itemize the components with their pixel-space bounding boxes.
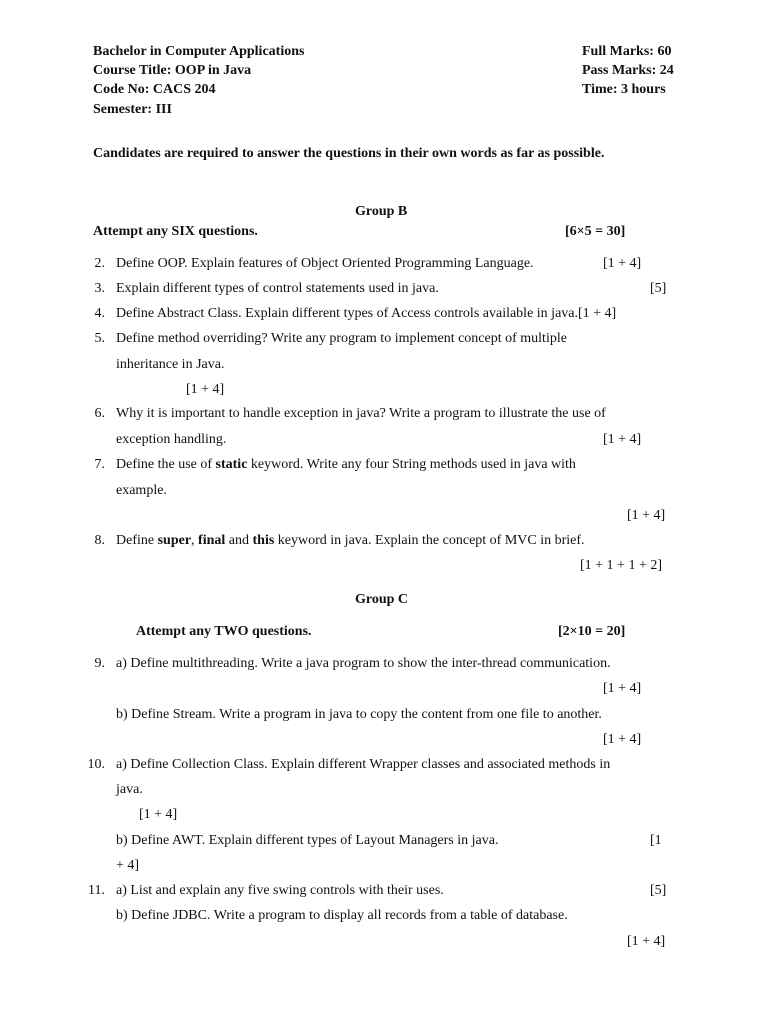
keyword-super: super (157, 533, 192, 548)
text-segment: , (191, 533, 199, 548)
group-c-title: Group C (355, 592, 409, 607)
question-part-b: b) Define AWT. Explain different types of Layout Managers in java. (116, 833, 499, 848)
question-number: 3. (94, 281, 105, 296)
instruction: Candidates are required to answer the questions in their own words as far as possible. (93, 146, 605, 161)
group-b-title: Group B (355, 204, 408, 219)
question-part-a: a) Define multithreading. Write a java program to show the inter-thread communication. (116, 656, 611, 671)
question-text-line-1 (116, 456, 576, 475)
question-text-line-2: example. (116, 483, 167, 498)
semester: Semester: III (93, 102, 172, 117)
course-title: Course Title: OOP in Java (93, 63, 252, 78)
question-part-a-line-1: a) Define Collection Class. Explain different Wrapper classes and associated methods in (116, 757, 611, 772)
question-marks: [1 + 4] (603, 681, 642, 696)
question-marks: [1 + 4] (603, 256, 642, 271)
question-number: 9. (94, 656, 105, 671)
keyword-final: final (198, 533, 226, 548)
question-marks: [1 + 1 + 1 + 2] (580, 558, 663, 573)
question-part-b: b) Define JDBC. Write a program to display all records from a table of database. (116, 908, 568, 923)
question-number: 4. (94, 306, 105, 321)
group-b-marks: [6×5 = 30] (565, 224, 626, 239)
program-name: Bachelor in Computer Applications (93, 44, 305, 59)
question-marks: [5] (650, 883, 667, 898)
text-segment: Define (116, 533, 158, 548)
question-marks: [1 + 4] (627, 508, 666, 523)
question-text-line-1: Define method overriding? Write any program to implement concept of multiple (116, 331, 567, 346)
question-text-line-2: inheritance in Java. (116, 357, 225, 372)
text-segment: keyword in java. Explain the concept of MVC in brief. (274, 533, 585, 548)
question-number: 5. (94, 331, 105, 346)
full-marks: Full Marks: 60 (582, 44, 672, 59)
question-text-line-1: Why it is important to handle exception in java? Write a program to illustrate the use of (116, 406, 606, 421)
question-number: 11. (88, 883, 105, 898)
question-number: 10. (87, 757, 105, 772)
question-number: 8. (94, 533, 105, 548)
text-segment: Define the use of (116, 457, 216, 472)
question-marks: [1 + 4] (603, 732, 642, 747)
time-allowed: Time: 3 hours (582, 82, 666, 97)
question-number: 7. (94, 457, 105, 472)
text-segment: and (225, 533, 253, 548)
question-text (116, 532, 585, 551)
question-text-line-2: exception handling. (116, 432, 227, 447)
question-text: Define OOP. Explain features of Object Oriented Programming Language. (116, 256, 534, 271)
question-marks: [5] (650, 281, 667, 296)
group-b-attempt: Attempt any SIX questions. (93, 224, 258, 239)
question-part-a-line-2: java. (116, 782, 143, 797)
question-marks: [1 + 4] (603, 432, 642, 447)
keyword-this: this (252, 533, 275, 548)
question-marks: [1 + 4] (186, 382, 225, 397)
pass-marks: Pass Marks: 24 (582, 63, 674, 78)
question-part-b: b) Define Stream. Write a program in java to copy the content from one file to another. (116, 707, 602, 722)
question-marks: [1 + 4] (627, 934, 666, 949)
question-text: Define Abstract Class. Explain different types of Access controls available in java.[1 + 4] (116, 306, 617, 321)
question-text: Explain different types of control statements used in java. (116, 281, 439, 296)
question-number: 6. (94, 406, 105, 421)
question-marks: [1 + 4] (139, 807, 178, 822)
keyword-static: static (215, 457, 248, 472)
question-marks: [1 (650, 833, 662, 848)
group-c-attempt: Attempt any TWO questions. (136, 624, 312, 639)
text-segment: keyword. Write any four String methods used in java with (247, 457, 576, 472)
question-number: 2. (94, 256, 105, 271)
course-code: Code No: CACS 204 (93, 82, 216, 97)
group-c-marks: [2×10 = 20] (558, 624, 626, 639)
question-marks-continued: + 4] (116, 858, 140, 873)
question-part-a: a) List and explain any five swing controls with their uses. (116, 883, 444, 898)
